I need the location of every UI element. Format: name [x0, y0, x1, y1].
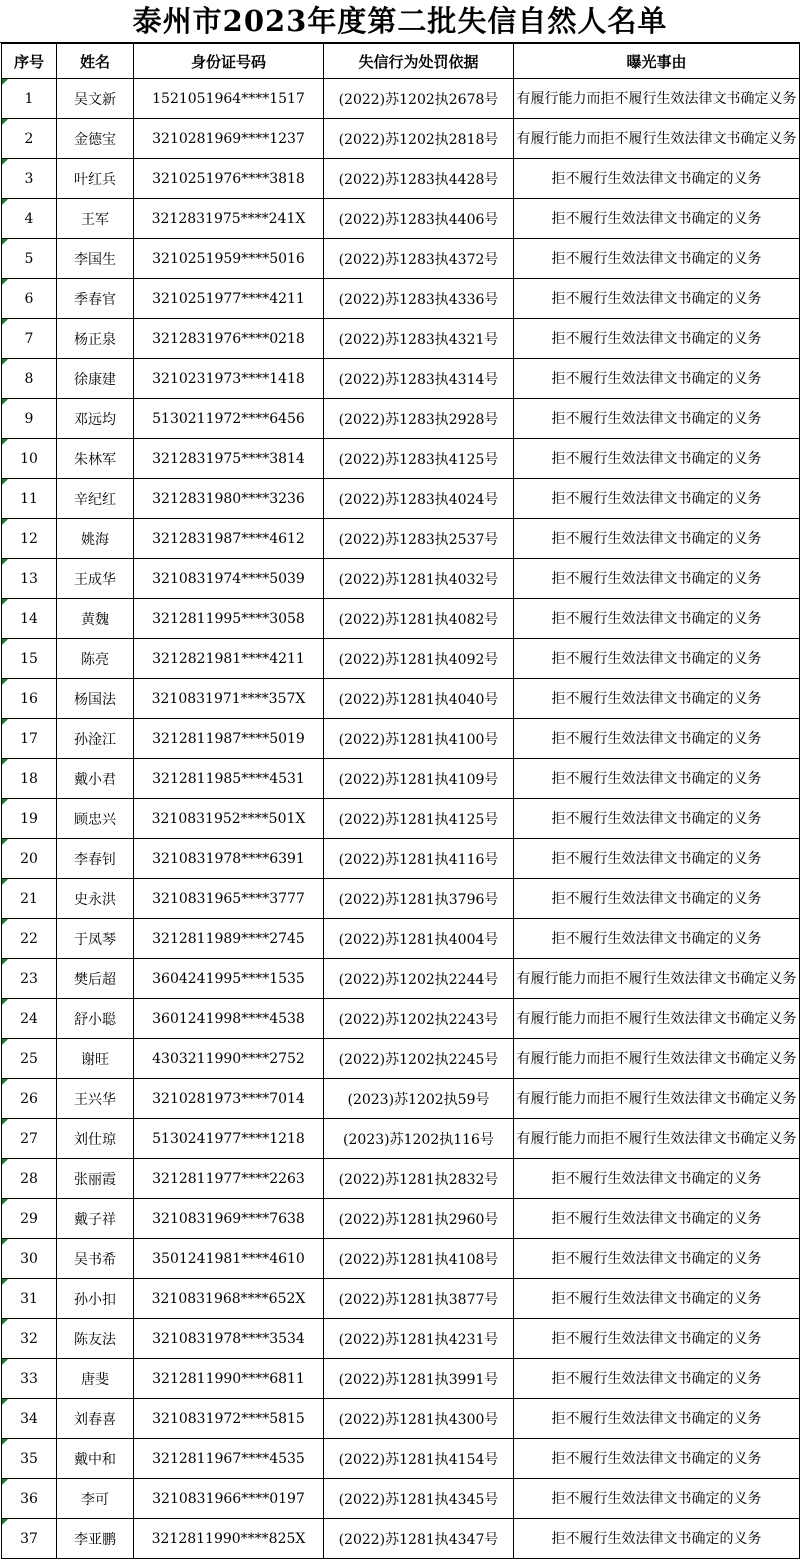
cell-penalty-basis: (2022)苏1283执2928号	[324, 399, 514, 439]
table-header	[2, 44, 800, 79]
cell-index: 32	[2, 1319, 57, 1359]
cell-name: 孙淦江	[57, 719, 134, 759]
cell-id-number: 3210831978****3534	[134, 1319, 324, 1359]
cell-index: 18	[2, 759, 57, 799]
cell-index: 17	[2, 719, 57, 759]
cell-name: 季春官	[57, 279, 134, 319]
cell-index: 1	[2, 79, 57, 119]
cell-id-number: 3212821981****4211	[134, 639, 324, 679]
cell-name: 杨国法	[57, 679, 134, 719]
cell-id-number: 3604241995****1535	[134, 959, 324, 999]
cell-id-number: 3212811989****2745	[134, 919, 324, 959]
cell-id-number: 3212811987****5019	[134, 719, 324, 759]
cell-index: 35	[2, 1439, 57, 1479]
cell-name: 戴小君	[57, 759, 134, 799]
cell-id-number: 3210831952****501X	[134, 799, 324, 839]
cell-index: 12	[2, 519, 57, 559]
cell-index: 13	[2, 559, 57, 599]
cell-exposure-reason: 拒不履行生效法律文书确定的义务	[514, 1479, 800, 1519]
cell-penalty-basis: (2022)苏1281执4125号	[324, 799, 514, 839]
cell-name: 李春钊	[57, 839, 134, 879]
cell-index: 24	[2, 999, 57, 1039]
cell-penalty-basis: (2022)苏1281执4154号	[324, 1439, 514, 1479]
cell-id-number: 3210251976****3818	[134, 159, 324, 199]
cell-index: 6	[2, 279, 57, 319]
cell-name: 王成华	[57, 559, 134, 599]
cell-name: 戴中和	[57, 1439, 134, 1479]
cell-index: 28	[2, 1159, 57, 1199]
cell-id-number: 3210231973****1418	[134, 359, 324, 399]
cell-penalty-basis: (2022)苏1281执4116号	[324, 839, 514, 879]
cell-exposure-reason: 拒不履行生效法律文书确定的义务	[514, 519, 800, 559]
page-title: 泰州市2023年度第二批失信自然人名单	[0, 0, 800, 43]
cell-name: 陈亮	[57, 639, 134, 679]
cell-name: 于凤琴	[57, 919, 134, 959]
cell-penalty-basis: (2022)苏1281执4092号	[324, 639, 514, 679]
table-row	[2, 1039, 800, 1079]
table-row	[2, 559, 800, 599]
cell-id-number: 3212831987****4612	[134, 519, 324, 559]
cell-id-number: 3210831966****0197	[134, 1479, 324, 1519]
cell-id-number: 3210831969****7638	[134, 1199, 324, 1239]
cell-exposure-reason: 拒不履行生效法律文书确定的义务	[514, 799, 800, 839]
table-row	[2, 1119, 800, 1159]
table-row	[2, 439, 800, 479]
table-row	[2, 679, 800, 719]
table-row	[2, 1399, 800, 1439]
cell-index: 27	[2, 1119, 57, 1159]
cell-name: 徐康建	[57, 359, 134, 399]
cell-penalty-basis: (2022)苏1283执4406号	[324, 199, 514, 239]
cell-id-number: 3601241998****4538	[134, 999, 324, 1039]
table-body	[2, 79, 800, 1559]
cell-index: 10	[2, 439, 57, 479]
cell-penalty-basis: (2022)苏1281执4100号	[324, 719, 514, 759]
cell-name: 李国生	[57, 239, 134, 279]
cell-penalty-basis: (2023)苏1202执116号	[324, 1119, 514, 1159]
cell-name: 王兴华	[57, 1079, 134, 1119]
cell-exposure-reason: 拒不履行生效法律文书确定的义务	[514, 1399, 800, 1439]
cell-name: 王军	[57, 199, 134, 239]
cell-penalty-basis: (2022)苏1281执4231号	[324, 1319, 514, 1359]
cell-id-number: 3212811995****3058	[134, 599, 324, 639]
table-row	[2, 1079, 800, 1119]
header-exposure-reason: 曝光事由	[514, 44, 800, 79]
table-row	[2, 959, 800, 999]
cell-name: 叶红兵	[57, 159, 134, 199]
cell-name: 邓远均	[57, 399, 134, 439]
header-id-number: 身份证号码	[134, 44, 324, 79]
cell-penalty-basis: (2023)苏1202执59号	[324, 1079, 514, 1119]
cell-id-number: 3212811990****6811	[134, 1359, 324, 1399]
table-row	[2, 1439, 800, 1479]
cell-name: 顾忠兴	[57, 799, 134, 839]
cell-id-number: 3501241981****4610	[134, 1239, 324, 1279]
cell-penalty-basis: (2022)苏1283执2537号	[324, 519, 514, 559]
cell-index: 22	[2, 919, 57, 959]
cell-id-number: 3210251959****5016	[134, 239, 324, 279]
cell-index: 25	[2, 1039, 57, 1079]
cell-id-number: 3210251977****4211	[134, 279, 324, 319]
cell-name: 陈友法	[57, 1319, 134, 1359]
cell-exposure-reason: 拒不履行生效法律文书确定的义务	[514, 1359, 800, 1399]
cell-exposure-reason: 拒不履行生效法律文书确定的义务	[514, 439, 800, 479]
cell-name: 姚海	[57, 519, 134, 559]
cell-penalty-basis: (2022)苏1281执3796号	[324, 879, 514, 919]
table-row	[2, 79, 800, 119]
header-penalty-basis: 失信行为处罚依据	[324, 44, 514, 79]
cell-penalty-basis: (2022)苏1283执4321号	[324, 319, 514, 359]
table-row	[2, 159, 800, 199]
table-row	[2, 1479, 800, 1519]
cell-penalty-basis: (2022)苏1281执4082号	[324, 599, 514, 639]
cell-penalty-basis: (2022)苏1281执4004号	[324, 919, 514, 959]
cell-id-number: 3212811977****2263	[134, 1159, 324, 1199]
cell-index: 36	[2, 1479, 57, 1519]
cell-penalty-basis: (2022)苏1281执4345号	[324, 1479, 514, 1519]
cell-exposure-reason: 拒不履行生效法律文书确定的义务	[514, 1159, 800, 1199]
table-row	[2, 319, 800, 359]
cell-id-number: 4303211990****2752	[134, 1039, 324, 1079]
table-row	[2, 199, 800, 239]
cell-id-number: 3210831971****357X	[134, 679, 324, 719]
cell-index: 20	[2, 839, 57, 879]
cell-exposure-reason: 拒不履行生效法律文书确定的义务	[514, 319, 800, 359]
header-index: 序号	[2, 44, 57, 79]
cell-id-number: 3210831974****5039	[134, 559, 324, 599]
table-row	[2, 599, 800, 639]
table-row	[2, 919, 800, 959]
cell-penalty-basis: (2022)苏1281执4347号	[324, 1519, 514, 1559]
cell-name: 刘仕琼	[57, 1119, 134, 1159]
cell-id-number: 5130241977****1218	[134, 1119, 324, 1159]
table-row	[2, 1239, 800, 1279]
cell-exposure-reason: 拒不履行生效法律文书确定的义务	[514, 639, 800, 679]
table-row	[2, 1519, 800, 1559]
cell-penalty-basis: (2022)苏1202执2678号	[324, 79, 514, 119]
table-row	[2, 479, 800, 519]
table-row	[2, 1319, 800, 1359]
table-row	[2, 799, 800, 839]
table-row	[2, 1159, 800, 1199]
cell-id-number: 3212831975****3814	[134, 439, 324, 479]
cell-exposure-reason: 有履行能力而拒不履行生效法律文书确定义务	[514, 999, 800, 1039]
header-row	[2, 44, 800, 79]
cell-penalty-basis: (2022)苏1283执4125号	[324, 439, 514, 479]
cell-exposure-reason: 有履行能力而拒不履行生效法律文书确定义务	[514, 1039, 800, 1079]
cell-name: 刘春喜	[57, 1399, 134, 1439]
cell-id-number: 3212811990****825X	[134, 1519, 324, 1559]
cell-id-number: 3210281973****7014	[134, 1079, 324, 1119]
cell-exposure-reason: 拒不履行生效法律文书确定的义务	[514, 279, 800, 319]
cell-index: 9	[2, 399, 57, 439]
cell-exposure-reason: 拒不履行生效法律文书确定的义务	[514, 479, 800, 519]
cell-penalty-basis: (2022)苏1283执4372号	[324, 239, 514, 279]
cell-exposure-reason: 拒不履行生效法律文书确定的义务	[514, 679, 800, 719]
cell-exposure-reason: 拒不履行生效法律文书确定的义务	[514, 879, 800, 919]
cell-id-number: 3210831978****6391	[134, 839, 324, 879]
table-row	[2, 519, 800, 559]
cell-penalty-basis: (2022)苏1202执2818号	[324, 119, 514, 159]
cell-exposure-reason: 有履行能力而拒不履行生效法律文书确定义务	[514, 1079, 800, 1119]
cell-name: 唐斐	[57, 1359, 134, 1399]
cell-exposure-reason: 拒不履行生效法律文书确定的义务	[514, 359, 800, 399]
cell-index: 34	[2, 1399, 57, 1439]
cell-id-number: 3212831975****241X	[134, 199, 324, 239]
cell-name: 史永洪	[57, 879, 134, 919]
cell-name: 张丽霞	[57, 1159, 134, 1199]
table-row	[2, 399, 800, 439]
cell-name: 杨正泉	[57, 319, 134, 359]
header-name: 姓名	[57, 44, 134, 79]
cell-index: 3	[2, 159, 57, 199]
cell-exposure-reason: 有履行能力而拒不履行生效法律文书确定义务	[514, 959, 800, 999]
cell-index: 21	[2, 879, 57, 919]
cell-exposure-reason: 拒不履行生效法律文书确定的义务	[514, 919, 800, 959]
cell-index: 29	[2, 1199, 57, 1239]
cell-penalty-basis: (2022)苏1281执2832号	[324, 1159, 514, 1199]
cell-exposure-reason: 拒不履行生效法律文书确定的义务	[514, 559, 800, 599]
cell-index: 11	[2, 479, 57, 519]
table-row	[2, 359, 800, 399]
cell-exposure-reason: 拒不履行生效法律文书确定的义务	[514, 599, 800, 639]
cell-name: 吴文新	[57, 79, 134, 119]
cell-index: 5	[2, 239, 57, 279]
cell-penalty-basis: (2022)苏1202执2243号	[324, 999, 514, 1039]
table-row	[2, 119, 800, 159]
cell-penalty-basis: (2022)苏1281执4040号	[324, 679, 514, 719]
table-row	[2, 839, 800, 879]
cell-name: 戴子祥	[57, 1199, 134, 1239]
cell-exposure-reason: 拒不履行生效法律文书确定的义务	[514, 1279, 800, 1319]
cell-name: 樊后超	[57, 959, 134, 999]
cell-id-number: 3212831976****0218	[134, 319, 324, 359]
cell-penalty-basis: (2022)苏1202执2245号	[324, 1039, 514, 1079]
cell-exposure-reason: 有履行能力而拒不履行生效法律文书确定义务	[514, 79, 800, 119]
cell-penalty-basis: (2022)苏1283执4336号	[324, 279, 514, 319]
cell-penalty-basis: (2022)苏1281执4109号	[324, 759, 514, 799]
cell-id-number: 3210831972****5815	[134, 1399, 324, 1439]
table-row	[2, 1359, 800, 1399]
cell-name: 朱林军	[57, 439, 134, 479]
cell-index: 8	[2, 359, 57, 399]
cell-index: 16	[2, 679, 57, 719]
cell-index: 7	[2, 319, 57, 359]
cell-name: 吴书希	[57, 1239, 134, 1279]
cell-name: 谢旺	[57, 1039, 134, 1079]
cell-penalty-basis: (2022)苏1283执4024号	[324, 479, 514, 519]
cell-name: 舒小聪	[57, 999, 134, 1039]
cell-index: 15	[2, 639, 57, 679]
cell-exposure-reason: 拒不履行生效法律文书确定的义务	[514, 1519, 800, 1559]
table-row	[2, 719, 800, 759]
cell-index: 2	[2, 119, 57, 159]
cell-index: 37	[2, 1519, 57, 1559]
table-row	[2, 879, 800, 919]
cell-exposure-reason: 拒不履行生效法律文书确定的义务	[514, 1439, 800, 1479]
cell-id-number: 3210831968****652X	[134, 1279, 324, 1319]
table-row	[2, 639, 800, 679]
cell-penalty-basis: (2022)苏1283执4428号	[324, 159, 514, 199]
cell-name: 金德宝	[57, 119, 134, 159]
cell-id-number: 5130211972****6456	[134, 399, 324, 439]
cell-id-number: 3212811985****4531	[134, 759, 324, 799]
cell-penalty-basis: (2022)苏1281执3991号	[324, 1359, 514, 1399]
cell-penalty-basis: (2022)苏1281执4300号	[324, 1399, 514, 1439]
cell-exposure-reason: 拒不履行生效法律文书确定的义务	[514, 239, 800, 279]
cell-exposure-reason: 拒不履行生效法律文书确定的义务	[514, 199, 800, 239]
cell-index: 31	[2, 1279, 57, 1319]
cell-penalty-basis: (2022)苏1281执4032号	[324, 559, 514, 599]
cell-name: 李可	[57, 1479, 134, 1519]
cell-name: 黄魏	[57, 599, 134, 639]
cell-exposure-reason: 拒不履行生效法律文书确定的义务	[514, 839, 800, 879]
cell-penalty-basis: (2022)苏1281执4108号	[324, 1239, 514, 1279]
cell-id-number: 3212831980****3236	[134, 479, 324, 519]
cell-index: 23	[2, 959, 57, 999]
table-row	[2, 1199, 800, 1239]
table-row	[2, 759, 800, 799]
cell-penalty-basis: (2022)苏1202执2244号	[324, 959, 514, 999]
cell-exposure-reason: 拒不履行生效法律文书确定的义务	[514, 759, 800, 799]
cell-index: 14	[2, 599, 57, 639]
cell-name: 孙小扣	[57, 1279, 134, 1319]
cell-id-number: 3210281969****1237	[134, 119, 324, 159]
cell-id-number: 3212811967****4535	[134, 1439, 324, 1479]
cell-penalty-basis: (2022)苏1281执3877号	[324, 1279, 514, 1319]
blacklist-table	[1, 43, 800, 1559]
cell-exposure-reason: 拒不履行生效法律文书确定的义务	[514, 159, 800, 199]
cell-id-number: 3210831965****3777	[134, 879, 324, 919]
table-row	[2, 999, 800, 1039]
cell-exposure-reason: 拒不履行生效法律文书确定的义务	[514, 719, 800, 759]
table-row	[2, 279, 800, 319]
cell-index: 26	[2, 1079, 57, 1119]
cell-index: 30	[2, 1239, 57, 1279]
cell-penalty-basis: (2022)苏1283执4314号	[324, 359, 514, 399]
cell-penalty-basis: (2022)苏1281执2960号	[324, 1199, 514, 1239]
cell-exposure-reason: 拒不履行生效法律文书确定的义务	[514, 399, 800, 439]
cell-name: 辛纪红	[57, 479, 134, 519]
cell-exposure-reason: 拒不履行生效法律文书确定的义务	[514, 1199, 800, 1239]
cell-name: 李亚鹏	[57, 1519, 134, 1559]
table-row	[2, 1279, 800, 1319]
cell-exposure-reason: 拒不履行生效法律文书确定的义务	[514, 1239, 800, 1279]
cell-exposure-reason: 拒不履行生效法律文书确定的义务	[514, 1319, 800, 1359]
table-row	[2, 239, 800, 279]
cell-index: 33	[2, 1359, 57, 1399]
cell-id-number: 1521051964****1517	[134, 79, 324, 119]
cell-exposure-reason: 有履行能力而拒不履行生效法律文书确定义务	[514, 119, 800, 159]
cell-index: 4	[2, 199, 57, 239]
cell-exposure-reason: 有履行能力而拒不履行生效法律文书确定义务	[514, 1119, 800, 1159]
cell-index: 19	[2, 799, 57, 839]
